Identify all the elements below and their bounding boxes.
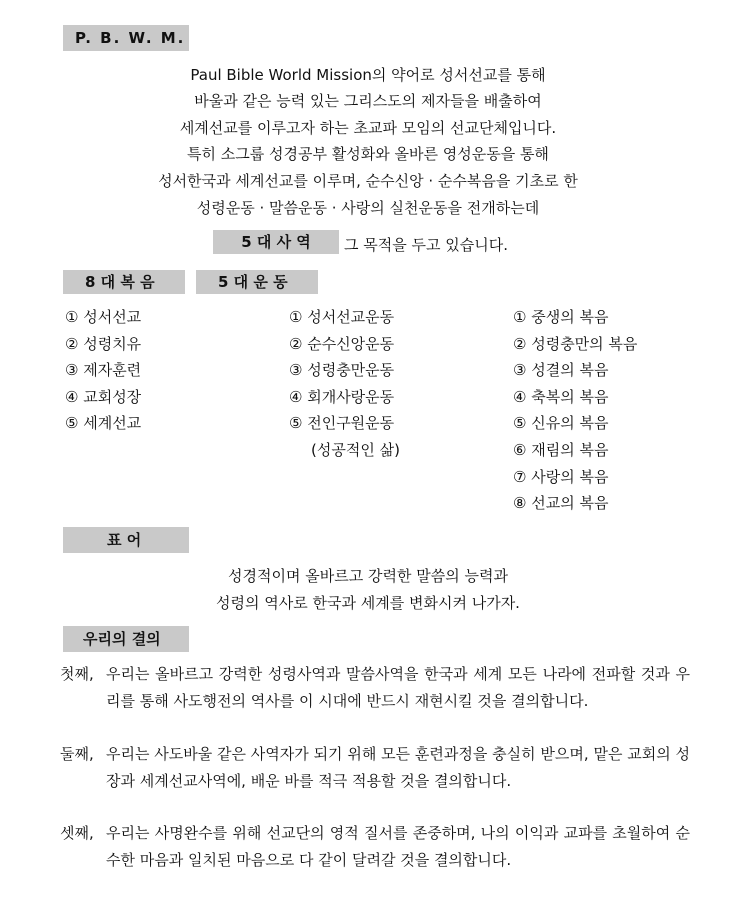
intro-line: 바울과 같은 능력 있는 그리스도의 제자들을 배출하여 xyxy=(194,92,542,110)
list-item: ⑦ 사랑의 복음 xyxy=(513,467,609,486)
list-eight-gospels xyxy=(513,304,637,517)
resolution-item xyxy=(60,820,690,873)
list-item: ② 성령치유 xyxy=(65,334,142,353)
list-item: ② 성령충만의 복음 xyxy=(513,334,638,353)
list-item: ④ 교회성장 xyxy=(65,387,142,406)
resolution-text: 우리는 사명완수를 위해 선교단의 영적 질서를 존중하며, 나의 이익과 교파를 초월하여 순수한 마음과 일치된 마음으로 다 같이 달려갈 것을 결의합니다. xyxy=(106,824,690,869)
intro-line: 성령운동 · 말씀운동 · 사랑의 실천운동을 전개하는데 xyxy=(196,199,540,217)
list-five-ministries xyxy=(65,304,141,437)
resolution-text: 우리는 사도바울 같은 사역자가 되기 위해 모든 훈련과정을 충실히 받으며, 맡은 교회의 성장과 세계선교사역에, 배운 바를 적극 적용할 것을 결의합니다. xyxy=(106,745,690,790)
list-item: ② 순수신앙운동 xyxy=(289,334,395,353)
list-item: ⑥ 재림의 복음 xyxy=(513,440,609,459)
resolution-text: 우리는 올바르고 강력한 성령사역과 말씀사역을 한국과 세계 모든 나라에 전파할 것과 우리를 통해 사도행전의 역사를 이 시대에 반드시 재현시킬 것을 결의합니다. xyxy=(106,665,690,710)
resolution-lead: 둘째, xyxy=(60,745,94,763)
list-item: ⑤ 세계선교 xyxy=(65,414,142,433)
intro-line: 세계선교를 이루고자 하는 초교파 모임의 선교단체입니다. xyxy=(179,119,557,137)
list-item: ④ 회개사랑운동 xyxy=(289,387,395,406)
list-item: ③ 성결의 복음 xyxy=(513,361,609,380)
intro-line: 성서한국과 세계선교를 이루며, 순수신앙 · 순수복음을 기초로 한 xyxy=(158,172,578,190)
purpose-label: 5 대 사 역 xyxy=(213,230,339,254)
list-item: ⑤ 전인구원운동 xyxy=(289,414,395,433)
list-item: ③ 제자훈련 xyxy=(65,361,142,380)
motto-line: 성경적이며 올바르고 강력한 말씀의 능력과 xyxy=(228,567,508,585)
list-item: ① 성서선교운동 xyxy=(289,308,395,326)
list-item: ④ 축복의 복음 xyxy=(513,387,609,406)
intro-line: 특히 소그룹 성경공부 활성화와 올바른 영성운동을 통해 xyxy=(187,145,549,163)
list-item: ③ 성령충만운동 xyxy=(289,361,395,380)
purpose-text: 그 목적을 두고 있습니다. xyxy=(344,236,508,254)
list-item: ① 중생의 복음 xyxy=(513,308,609,326)
eight-gospels-header: 8 대 복 음 xyxy=(63,270,185,294)
list-five-movements xyxy=(289,304,400,464)
resolution-item xyxy=(60,741,690,794)
motto-header: 표 어 xyxy=(63,527,189,553)
five-movements-header: 5 대 운 동 xyxy=(196,270,318,294)
list-item: ① 성서선교 xyxy=(65,308,142,326)
resolution-header: 우리의 결의 xyxy=(63,626,189,652)
resolution-lead: 셋째, xyxy=(60,824,94,842)
pbwm-header: P. B. W. M. xyxy=(63,25,189,51)
intro-line: Paul Bible World Mission의 약어로 성서선교를 통해 xyxy=(190,66,546,84)
list-item: ⑤ 신유의 복음 xyxy=(513,414,609,433)
motto-line: 성령의 역사로 한국과 세계를 변화시켜 나가자. xyxy=(216,594,520,612)
list-item: (성공적인 삶) xyxy=(311,440,400,459)
resolution-lead: 첫째, xyxy=(60,665,94,683)
resolution-item xyxy=(60,661,690,714)
list-item: ⑧ 선교의 복음 xyxy=(513,494,609,513)
